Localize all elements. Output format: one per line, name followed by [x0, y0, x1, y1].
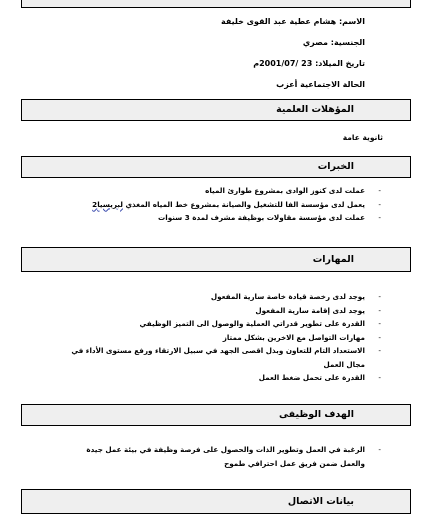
skills-header — [21, 247, 411, 272]
personal-data-header — [21, 0, 411, 8]
skill-item: - يوجد لدى إقامة سارية المفعول — [59, 304, 365, 318]
objective-list — [59, 443, 365, 470]
experience-header — [21, 156, 411, 178]
experience-item: - عملت لدى كنوز الوادى بمشروع طوارئ المياه — [92, 184, 365, 198]
objective-item: - الرغبة في العمل وتطوير الذات والحصول على فرصة وظيفة في بيئة عمل جيدة والعمل ضمن فريق عمل احترافي طموح — [59, 443, 365, 470]
skill-item: - مهارات التواصل مع الاخرين بشكل ممتاز — [59, 331, 365, 345]
skill-item: - القدرة على تطوير قدراتي العملية والوصول الى التميز الوظيفي — [59, 317, 365, 331]
contact-header — [21, 489, 411, 514]
qualifications-title: المؤهلات العلمية — [276, 104, 354, 115]
qualifications-header — [21, 99, 411, 121]
experience-list — [92, 184, 365, 225]
objective-title: الهدف الوظيفى — [279, 409, 354, 420]
name-line: الاسم: هشام عطية عبد القوى خليفة — [220, 17, 365, 26]
skill-item: - القدرة على تحمل ضغط العمل — [59, 371, 365, 385]
objective-header — [21, 404, 411, 426]
experience-title: الخبرات — [317, 161, 354, 172]
experience-item-text: يعمل لدى مؤسسة الفا للتشغيل والصيانة بمشروع خط المياه المغذي — [122, 199, 365, 209]
skills-title: المهارات — [312, 254, 354, 265]
birth-date-line: تاريخ الميلاد: 23 /2001/07م — [253, 59, 365, 68]
qualification-item: ثانوية عامة — [342, 133, 383, 142]
experience-item — [92, 198, 365, 212]
skill-item: - الاستعداد التام للتعاون وبذل اقصى الجهد في سبيل الارتقاء ورفع مستوى الأداء في مجال العمل — [59, 344, 365, 371]
skills-list — [59, 290, 365, 385]
marital-status-line: الحالة الاجتماعية أعزب — [276, 80, 365, 89]
experience-item: - عملت لدى مؤسسة مقاولات بوظيفة مشرف لمدة 3 سنوات — [92, 211, 365, 225]
contact-title: بيانات الاتصال — [287, 496, 354, 507]
experience-underlined-word: لبريسيا2 — [92, 199, 123, 209]
skill-item: - يوجد لدى رخصة قيادة خاصة سارية المفعول — [59, 290, 365, 304]
nationality-line: الجنسية: مصري — [302, 38, 365, 47]
